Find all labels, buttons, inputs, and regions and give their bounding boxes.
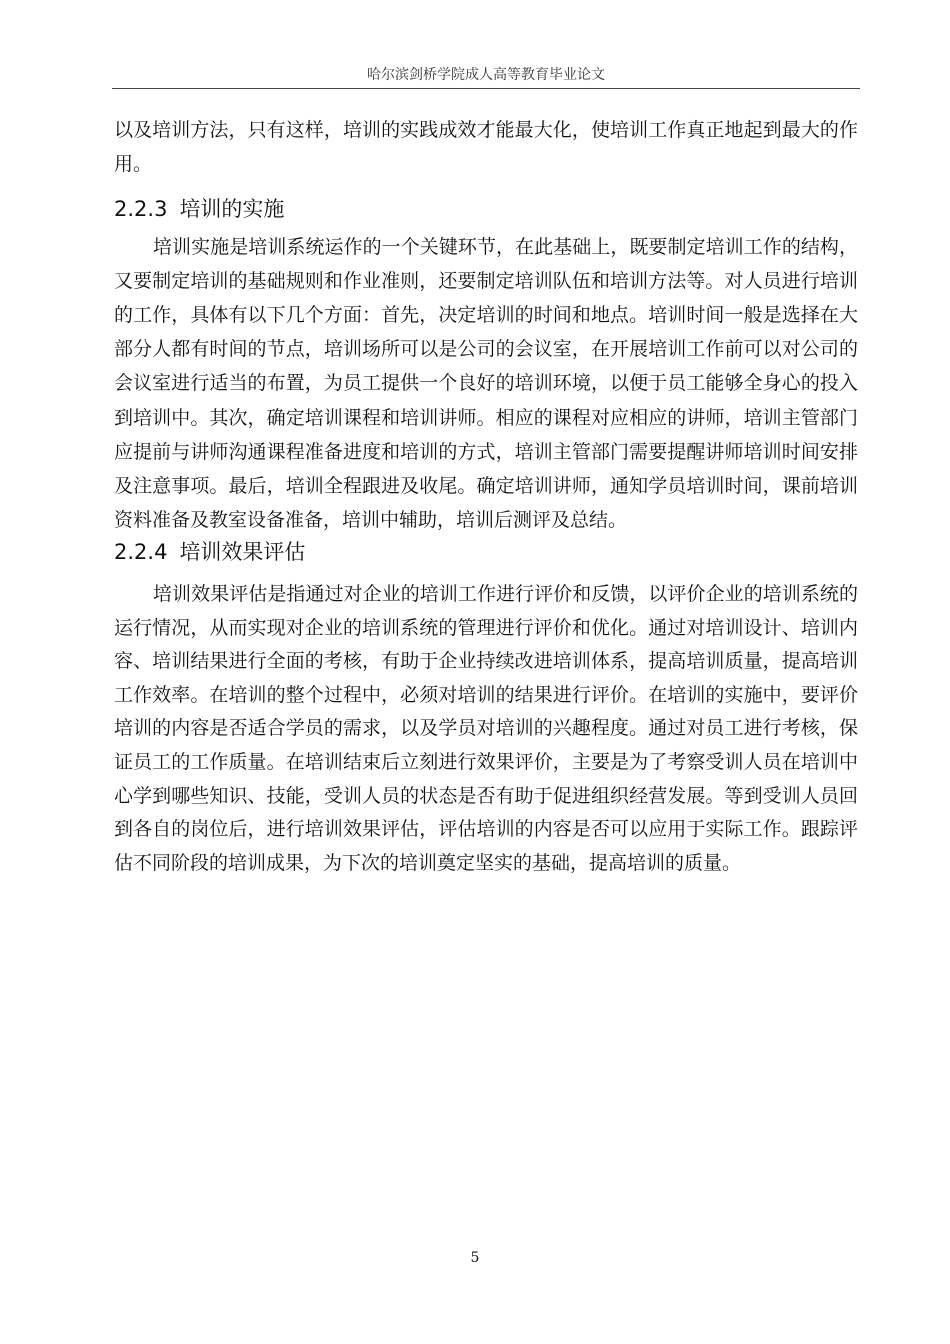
- text-line: 资料准备及教室设备准备，培训中辅助，培训后测评及总结。: [114, 508, 628, 531]
- text-line: 培训的内容是否适合学员的需求，以及学员对培训的兴趣程度。通过对员工进行考核，保: [114, 717, 858, 740]
- section-number: 2.2.3: [114, 197, 168, 221]
- text-line: 的工作，具体有以下几个方面：首先，决定培训的时间和地点。培训时间一般是选择在大: [114, 304, 858, 327]
- text-line: 及注意事项。最后，培训全程跟进及收尾。确定培训讲师，通知学员培训时间，课前培训: [114, 474, 858, 497]
- section-heading-2-2-4: [114, 539, 305, 565]
- text-line: 到培训中。其次，确定培训课程和培训讲师。相应的课程对应相应的讲师，培训主管部门: [114, 406, 858, 429]
- section-title: 培训效果评估: [179, 540, 306, 564]
- section-number: 2.2.4: [114, 540, 168, 564]
- running-header: 哈尔滨剑桥学院成人高等教育毕业论文: [367, 67, 605, 83]
- text-line: 应提前与讲师沟通课程准备进度和培训的方式，培训主管部门需要提醒讲师培训时间安排: [114, 440, 858, 463]
- section-heading-2-2-3: [114, 196, 284, 222]
- page-number: 5: [470, 1250, 480, 1266]
- text-line: 以及培训方法，只有这样，培训的实践成效才能最大化，使培训工作真正地起到最大的作: [114, 119, 858, 141]
- text-line: 心学到哪些知识、技能，受训人员的状态是否有助于促进组织经营发展。等到受训人员回: [114, 784, 858, 807]
- text-line: 证员工的工作质量。在培训结束后立刻进行效果评价，主要是为了考察受训人员在培训中: [114, 751, 858, 773]
- text-line: 工作效率。在培训的整个过程中，必须对培训的结果进行评价。在培训的实施中，要评价: [114, 683, 858, 706]
- text-line: 运行情况，从而实现对企业的培训系统的管理进行评价和优化。通过对培训设计、培训内: [114, 616, 858, 639]
- header-rule: [112, 88, 860, 89]
- text-line: 容、培训结果进行全面的考核，有助于企业持续改进培训体系，提高培训质量，提高培训: [114, 650, 858, 673]
- text-line: 部分人都有时间的节点，培训场所可以是公司的会议室，在开展培训工作前可以对公司的: [114, 338, 858, 361]
- text-line: 又要制定培训的基础规则和作业准则，还要制定培训队伍和培训方法等。对人员进行培训: [114, 270, 858, 293]
- text-line: 到各自的岗位后，进行培训效果评估，评估培训的内容是否可以应用于实际工作。跟踪评: [114, 818, 858, 841]
- text-line: 用。: [114, 153, 153, 175]
- section-title: 培训的实施: [179, 197, 285, 221]
- text-line: 会议室进行适当的布置，为员工提供一个良好的培训环境，以便于员工能够全身心的投入: [114, 372, 858, 395]
- text-line: 培训实施是培训系统运作的一个关键环节，在此基础上，既要制定培训工作的结构，: [153, 236, 858, 258]
- text-line: 培训效果评估是指通过对企业的培训工作进行评价和反馈，以评价企业的培训系统的: [153, 583, 858, 605]
- text-line: 估不同阶段的培训成果，为下次的培训奠定坚实的基础，提高培训的质量。: [114, 851, 742, 874]
